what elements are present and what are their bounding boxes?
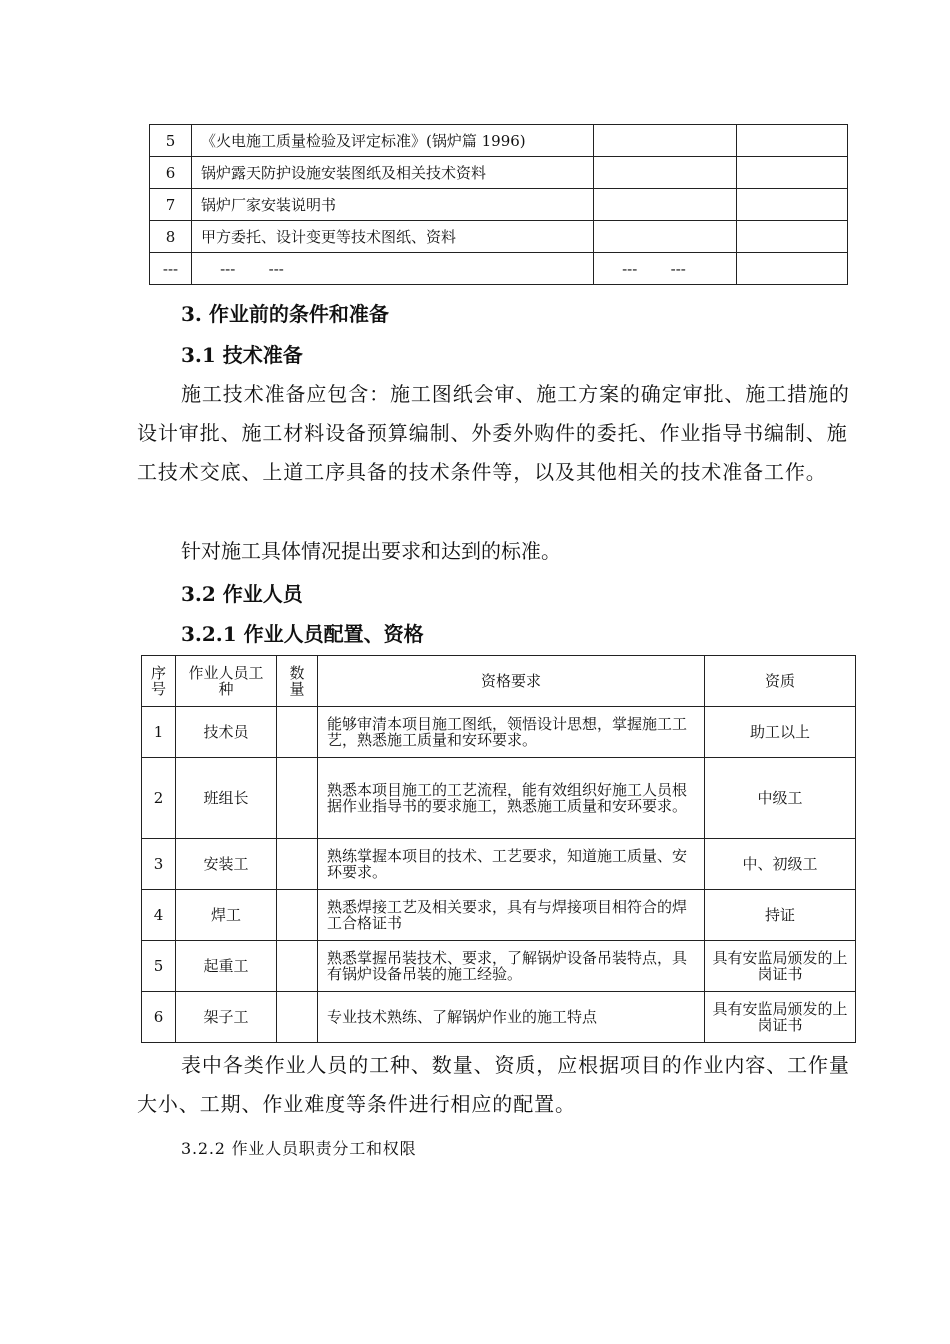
staff-cell-type: 起重工 bbox=[176, 941, 277, 992]
staff-table-row bbox=[142, 707, 856, 758]
staff-cell-type: 技术员 bbox=[176, 707, 277, 758]
ref-cell-col4 bbox=[737, 125, 848, 157]
staff-cell-qty bbox=[277, 758, 318, 839]
staff-cell-no: 2 bbox=[142, 758, 176, 839]
reference-table bbox=[149, 124, 848, 285]
staff-cell-no: 4 bbox=[142, 890, 176, 941]
staff-cell-requirement: 熟练掌握本项目的技术、工艺要求，知道施工质量、安环要求。 bbox=[318, 839, 705, 890]
staff-cell-qualification: 中级工 bbox=[705, 758, 856, 839]
ref-cell-text: 甲方委托、设计变更等技术图纸、资料 bbox=[192, 221, 594, 253]
ref-cell-col4 bbox=[737, 221, 848, 253]
staff-table bbox=[141, 655, 856, 1043]
ref-cell-col3 bbox=[594, 221, 737, 253]
staff-cell-requirement: 熟悉掌握吊装技术、要求，了解锅炉设备吊装特点，具有锅炉设备吊装的施工经验。 bbox=[318, 941, 705, 992]
staff-cell-qty bbox=[277, 890, 318, 941]
staff-cell-qty bbox=[277, 839, 318, 890]
ref-cell-col4 bbox=[737, 157, 848, 189]
staff-cell-requirement: 熟悉本项目施工的工艺流程，能有效组织好施工人员根据作业指导书的要求施工，熟悉施工质量和安环要求。 bbox=[318, 758, 705, 839]
section-3-2-1-heading: 3.2.1 作业人员配置、资格 bbox=[181, 622, 424, 646]
staffing-note-paragraph: 表中各类作业人员的工种、数量、资质，应根据项目的作业内容、工作量大小、工期、作业难度等条件进行相应的配置。 bbox=[137, 1053, 850, 1116]
ref-cell-no: --- bbox=[150, 253, 192, 285]
staff-cell-type: 架子工 bbox=[176, 992, 277, 1043]
ref-cell-text: 《火电施工质量检验及评定标准》(锅炉篇 1996) bbox=[192, 125, 594, 157]
header-no: 序号 bbox=[142, 656, 176, 707]
staff-cell-qualification: 助工以上 bbox=[705, 707, 856, 758]
reference-table-row bbox=[150, 189, 848, 221]
staff-cell-qty bbox=[277, 941, 318, 992]
staff-table-row bbox=[142, 758, 856, 839]
ref-cell-col4 bbox=[737, 189, 848, 221]
ref-cell-col3 bbox=[594, 189, 737, 221]
ref-cell-col4 bbox=[737, 253, 848, 285]
standard-paragraph: 针对施工具体情况提出要求和达到的标准。 bbox=[181, 539, 561, 563]
staff-cell-requirement: 专业技术熟练、了解锅炉作业的施工特点 bbox=[318, 992, 705, 1043]
header-qual: 资质 bbox=[705, 656, 856, 707]
staff-cell-type: 安装工 bbox=[176, 839, 277, 890]
staff-cell-requirement: 熟悉焊接工艺及相关要求，具有与焊接项目相符合的焊工合格证书 bbox=[318, 890, 705, 941]
staff-cell-no: 5 bbox=[142, 941, 176, 992]
staff-table-header bbox=[142, 656, 856, 707]
header-req: 资格要求 bbox=[318, 656, 705, 707]
reference-table-row bbox=[150, 157, 848, 189]
staff-cell-requirement: 能够审清本项目施工图纸，领悟设计思想，掌握施工工艺，熟悉施工质量和安环要求。 bbox=[318, 707, 705, 758]
ref-cell-no: 5 bbox=[150, 125, 192, 157]
staff-cell-type: 班组长 bbox=[176, 758, 277, 839]
staff-cell-no: 1 bbox=[142, 707, 176, 758]
ref-cell-no: 8 bbox=[150, 221, 192, 253]
reference-table-row bbox=[150, 253, 848, 285]
ref-cell-col3: --- --- bbox=[594, 253, 737, 285]
section-3-2-2-heading: 3.2.2 作业人员职责分工和权限 bbox=[181, 1139, 417, 1158]
staff-table-body bbox=[142, 656, 856, 1043]
staff-cell-type: 焊工 bbox=[176, 890, 277, 941]
staff-table-row bbox=[142, 839, 856, 890]
staff-cell-no: 6 bbox=[142, 992, 176, 1043]
staff-table-row bbox=[142, 992, 856, 1043]
staff-cell-no: 3 bbox=[142, 839, 176, 890]
ref-cell-no: 6 bbox=[150, 157, 192, 189]
section-3-2-heading: 3.2 作业人员 bbox=[181, 582, 303, 606]
reference-table-body bbox=[150, 125, 848, 285]
reference-table-row bbox=[150, 221, 848, 253]
staff-table-row bbox=[142, 941, 856, 992]
reference-table-row bbox=[150, 125, 848, 157]
staff-cell-qty bbox=[277, 992, 318, 1043]
staff-cell-qualification: 持证 bbox=[705, 890, 856, 941]
staff-cell-qty bbox=[277, 707, 318, 758]
staff-table-row bbox=[142, 890, 856, 941]
tech-prep-paragraph: 施工技术准备应包含：施工图纸会审、施工方案的确定审批、施工措施的设计审批、施工材料设备预算编制、外委外购件的委托、作业指导书编制、施工技术交底、上道工序具备的技术条件等，以及其他相关的技术准备工作。 bbox=[137, 382, 850, 484]
header-qty: 数量 bbox=[277, 656, 318, 707]
ref-cell-text: 锅炉露天防护设施安装图纸及相关技术资料 bbox=[192, 157, 594, 189]
header-type: 作业人员工种 bbox=[176, 656, 277, 707]
ref-cell-col3 bbox=[594, 157, 737, 189]
section-3-1-heading: 3.1 技术准备 bbox=[181, 343, 303, 367]
staff-cell-qualification: 具有安监局颁发的上岗证书 bbox=[705, 992, 856, 1043]
ref-cell-text: --- --- bbox=[192, 253, 594, 285]
ref-cell-col3 bbox=[594, 125, 737, 157]
ref-cell-no: 7 bbox=[150, 189, 192, 221]
section-3-heading: 3. 作业前的条件和准备 bbox=[181, 302, 389, 326]
staff-cell-qualification: 中、初级工 bbox=[705, 839, 856, 890]
staff-cell-qualification: 具有安监局颁发的上岗证书 bbox=[705, 941, 856, 992]
ref-cell-text: 锅炉厂家安装说明书 bbox=[192, 189, 594, 221]
